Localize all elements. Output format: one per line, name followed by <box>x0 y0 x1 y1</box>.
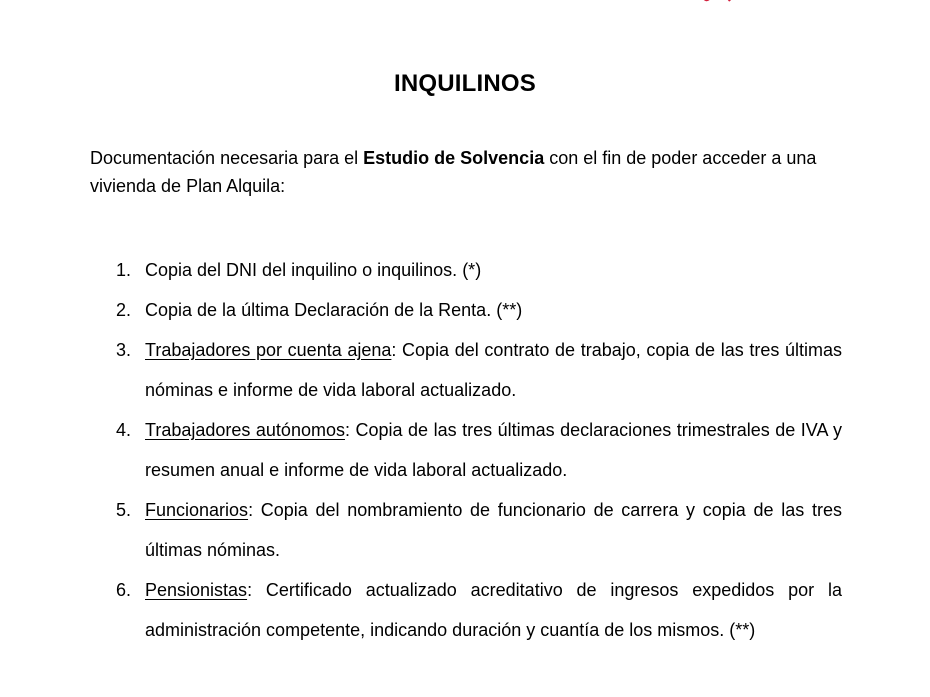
list-item-text: Copia de la última Declaración de la Renta. (**) <box>145 300 523 320</box>
list-item-text: Copia del DNI del inquilino o inquilinos. (*) <box>145 260 482 280</box>
list-item-text: : Copia del contrato de trabajo, copia de las tres últimas nóminas e informe de vida laboral actualizado. <box>145 340 842 400</box>
list-item-lead: Trabajadores por cuenta ajena <box>145 340 392 360</box>
list-item <box>0 290 930 330</box>
list-item-number: 5. <box>116 500 132 520</box>
list-item-number: 3. <box>116 340 132 360</box>
intro-text-start: Documentación necesaria para el <box>90 148 364 168</box>
list-item <box>0 570 930 650</box>
list-item-number: 2. <box>116 300 132 320</box>
list-item-number: 1. <box>116 260 132 280</box>
documents-list <box>0 250 930 650</box>
list-item <box>0 330 930 410</box>
cut-off-text-line <box>90 688 850 697</box>
page-title: INQUILINOS <box>393 70 536 97</box>
list-item-text: : Copia de las tres últimas declaraciones trimestrales de IVA y resumen anual e informe de vida laboral actualizado. <box>145 420 842 480</box>
intro-bold-term: Estudio de Solvencia <box>363 148 545 168</box>
intro-paragraph <box>90 144 850 200</box>
list-item-number: 6. <box>116 580 132 600</box>
list-item <box>0 410 930 490</box>
list-item-lead: Funcionarios <box>145 500 249 520</box>
list-item-number: 4. <box>116 420 132 440</box>
list-item-lead: Trabajadores autónomos <box>145 420 345 440</box>
list-item <box>0 490 930 570</box>
list-item-text: : Copia del nombramiento de funcionario de carrera y copia de las tres últimas nóminas. <box>145 500 842 560</box>
list-item-lead: Pensionistas <box>145 580 248 600</box>
list-item <box>0 250 930 290</box>
list-item-text: : Certificado actualizado acreditativo de ingresos expedidos por la administración competente, indicando duración y cuantía de los mismos. (**) <box>145 580 842 640</box>
intro-text-end: con el fin de poder acceder a una vivienda de Plan Alquila: <box>90 148 817 196</box>
red-logo-fragment-icon <box>700 0 740 6</box>
